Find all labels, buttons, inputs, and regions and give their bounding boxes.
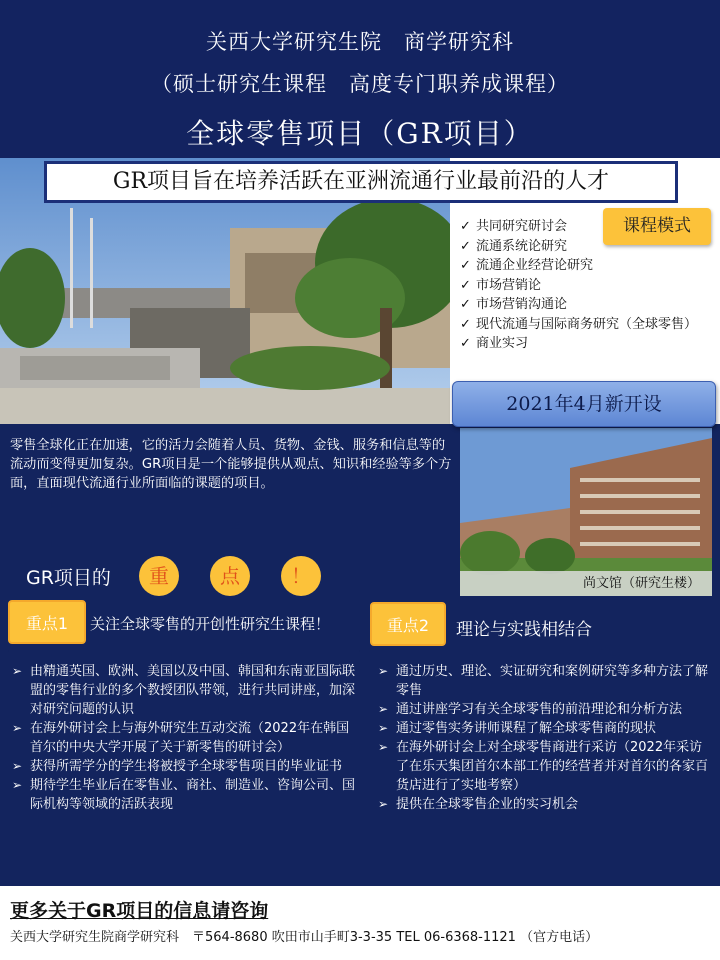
header-banner (0, 0, 720, 158)
highlight-dot: 点 (210, 556, 250, 596)
list-item: ➢ 期待学生毕业后在零售业、商社、制造业、咨询公司、国际机构等领域的活跃表现 (12, 776, 360, 814)
list-item: ➢ 在海外研讨会上对全球零售商进行采访（2022年采访了在乐天集团首尔本部工作的经营者并对首尔的各家百货店进行了实地考察） (378, 738, 710, 795)
point1-label: 重点1 (8, 600, 86, 644)
point2-title: 理论与实践相结合 (456, 620, 592, 640)
page-title: 全球零售项目（GR项目） (186, 117, 534, 150)
highlight-dot: 重 (139, 556, 179, 596)
open-date-banner: 2021年4月新开设 (452, 381, 716, 427)
program-tagline: GR项目旨在培养活跃在亚洲流通行业最前沿的人才 (44, 161, 678, 203)
list-item: ➢ 在海外研讨会上与海外研究生互动交流（2022年在韩国首尔的中央大学开展了关于新零售的研讨会） (12, 719, 360, 757)
course-item: ✓ 流通系统论研究 (460, 237, 715, 257)
point2-label: 重点2 (370, 602, 446, 646)
intro-paragraph: 零售全球化正在加速，它的活力会随着人员、货物、金钱、服务和信息等的流动而变得更加复杂。GR项目是一个能够提供从观点、知识和经验等多个方面，直面现代流通行业所面临的课题的项目。 (10, 438, 452, 491)
list-item: ➢ 由精通英国、欧洲、美国以及中国、韩国和东南亚国际联盟的零售行业的多个教授团队带领，进行共同讲座，加深对研究问题的认识 (12, 662, 360, 719)
highlight-dot: ！ (281, 556, 321, 596)
divider (8, 650, 360, 652)
course-item: ✓ 流通企业经营论研究 (460, 256, 715, 276)
course-item: ✓ 共同研究研讨会 (460, 217, 715, 237)
building-photo-caption: 尚文馆（研究生楼） (460, 571, 712, 596)
course-item: ✓ 市场营销论 (460, 276, 715, 296)
header-course-type: （硕士研究生课程 高度专门职养成课程） (151, 72, 569, 96)
course-item: ✓ 商业实习 (460, 334, 715, 354)
contact-heading: 更多关于GR项目的信息请咨询 (10, 900, 269, 922)
header-school: 关西大学研究生院 商学研究科 (206, 30, 514, 54)
list-item: ➢ 提供在全球零售企业的实习机会 (378, 795, 710, 814)
course-item: ✓ 现代流通与国际商务研究（全球零售） (460, 315, 715, 335)
list-item: ➢ 通过零售实务讲师课程了解全球零售商的现状 (378, 719, 710, 738)
course-item: ✓ 市场营销沟通论 (460, 295, 715, 315)
point1-title: 关注全球零售的开创性研究生课程！ (90, 615, 331, 633)
list-item: ➢ 通过讲座学习有关全球零售的前沿理论和分析方法 (378, 700, 710, 719)
list-item: ➢ 获得所需学分的学生将被授予全球零售项目的毕业证书 (12, 757, 360, 776)
point2-bullets (378, 662, 710, 814)
points-heading: GR项目的 (26, 567, 111, 589)
contact-info: 关西大学研究生院商学研究科 〒564-8680 吹田市山手町3-3-35 TEL 06-6368-1121 （官方电话） (10, 930, 599, 945)
point1-bullets (12, 662, 360, 814)
list-item: ➢ 通过历史、理论、实证研究和案例研究等多种方法了解零售 (378, 662, 710, 700)
course-mode-badge: 课程模式 (603, 208, 711, 245)
